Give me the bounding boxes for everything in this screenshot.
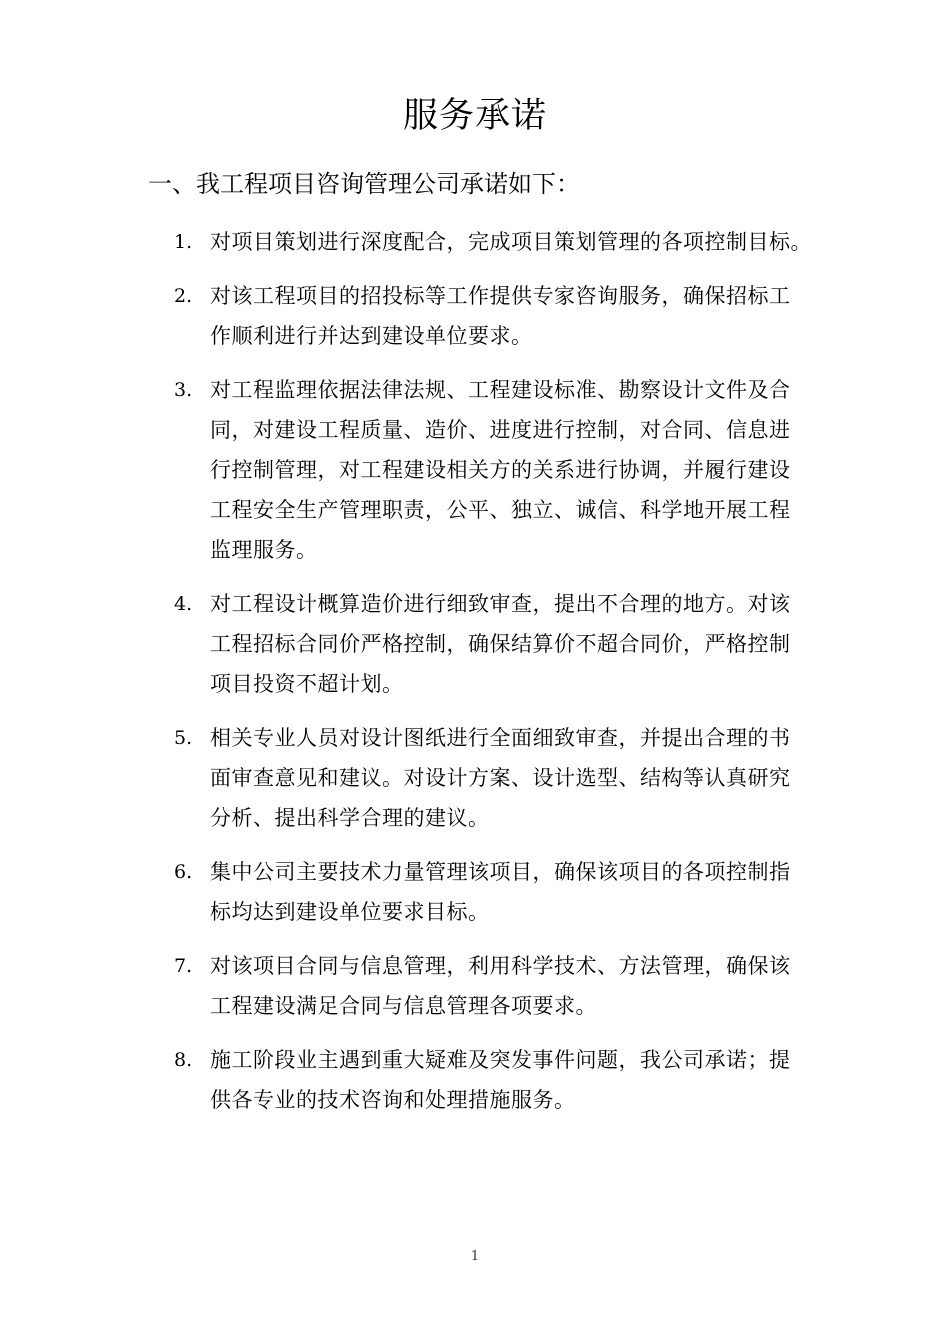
list-item-number: 2. [174,285,193,307]
list-item-number: 4. [174,593,193,615]
list-item-number: 1. [174,231,193,253]
list-item-text-line: 工程安全生产管理职责，公平、独立、诚信、科学地开展工程 [210,498,791,522]
list-item-number: 6. [174,861,193,883]
list-item [0,370,950,570]
list-item-text-line: 对该工程项目的招投标等工作提供专家咨询服务，确保招标工 [210,284,791,308]
list-item [0,222,950,262]
list-item-text-line: 施工阶段业主遇到重大疑难及突发事件问题，我公司承诺；提 [210,1048,791,1072]
list-item-number: 3. [174,379,193,401]
list-item-text-line: 分析、提出科学合理的建议。 [210,806,490,830]
list-item-text-line: 对工程监理依据法律法规、工程建设标准、勘察设计文件及合 [210,378,791,402]
list-item-text-line: 对该项目合同与信息管理，利用科学技术、方法管理，确保该 [210,954,791,978]
list-item [0,718,950,838]
list-item-text-line: 作顺利进行并达到建设单位要求。 [210,324,533,348]
list-item [0,946,950,1026]
list-item-text-line: 相关专业人员对设计图纸进行全面细致审查，并提出合理的书 [210,726,791,750]
list-item-text-line: 工程建设满足合同与信息管理各项要求。 [210,994,597,1018]
list-item-text-line: 对项目策划进行深度配合，完成项目策划管理的各项控制目标。 [210,230,812,254]
list-item-text-line: 监理服务。 [210,538,318,562]
list-item-text-line: 项目投资不超计划。 [210,672,404,696]
list-item-text-line: 供各专业的技术咨询和处理措施服务。 [210,1088,576,1112]
list-item-text-line: 对工程设计概算造价进行细致审查，提出不合理的地方。对该 [210,592,791,616]
commitment-list [0,222,950,1120]
list-item-text-line: 面审查意见和建议。对设计方案、设计选型、结构等认真研究 [210,766,791,790]
section-heading: 一、我工程项目咨询管理公司承诺如下： [148,170,580,198]
list-item-number: 7. [174,955,193,977]
list-item [0,584,950,704]
list-item-number: 5. [174,727,193,749]
list-item [0,1040,950,1120]
document-title: 服务承诺 [402,96,547,136]
list-item-number: 8. [174,1049,193,1071]
list-item-text-line: 标均达到建设单位要求目标。 [210,900,490,924]
list-item-text-line: 工程招标合同价严格控制，确保结算价不超合同价，严格控制 [210,632,791,656]
list-item [0,276,950,356]
list-item [0,852,950,932]
list-item-text-line: 同，对建设工程质量、造价、进度进行控制，对合同、信息进 [210,418,791,442]
page-number: 1 [470,1249,480,1264]
list-item-text-line: 行控制管理，对工程建设相关方的关系进行协调，并履行建设 [210,458,791,482]
list-item-text-line: 集中公司主要技术力量管理该项目，确保该项目的各项控制指 [210,860,791,884]
